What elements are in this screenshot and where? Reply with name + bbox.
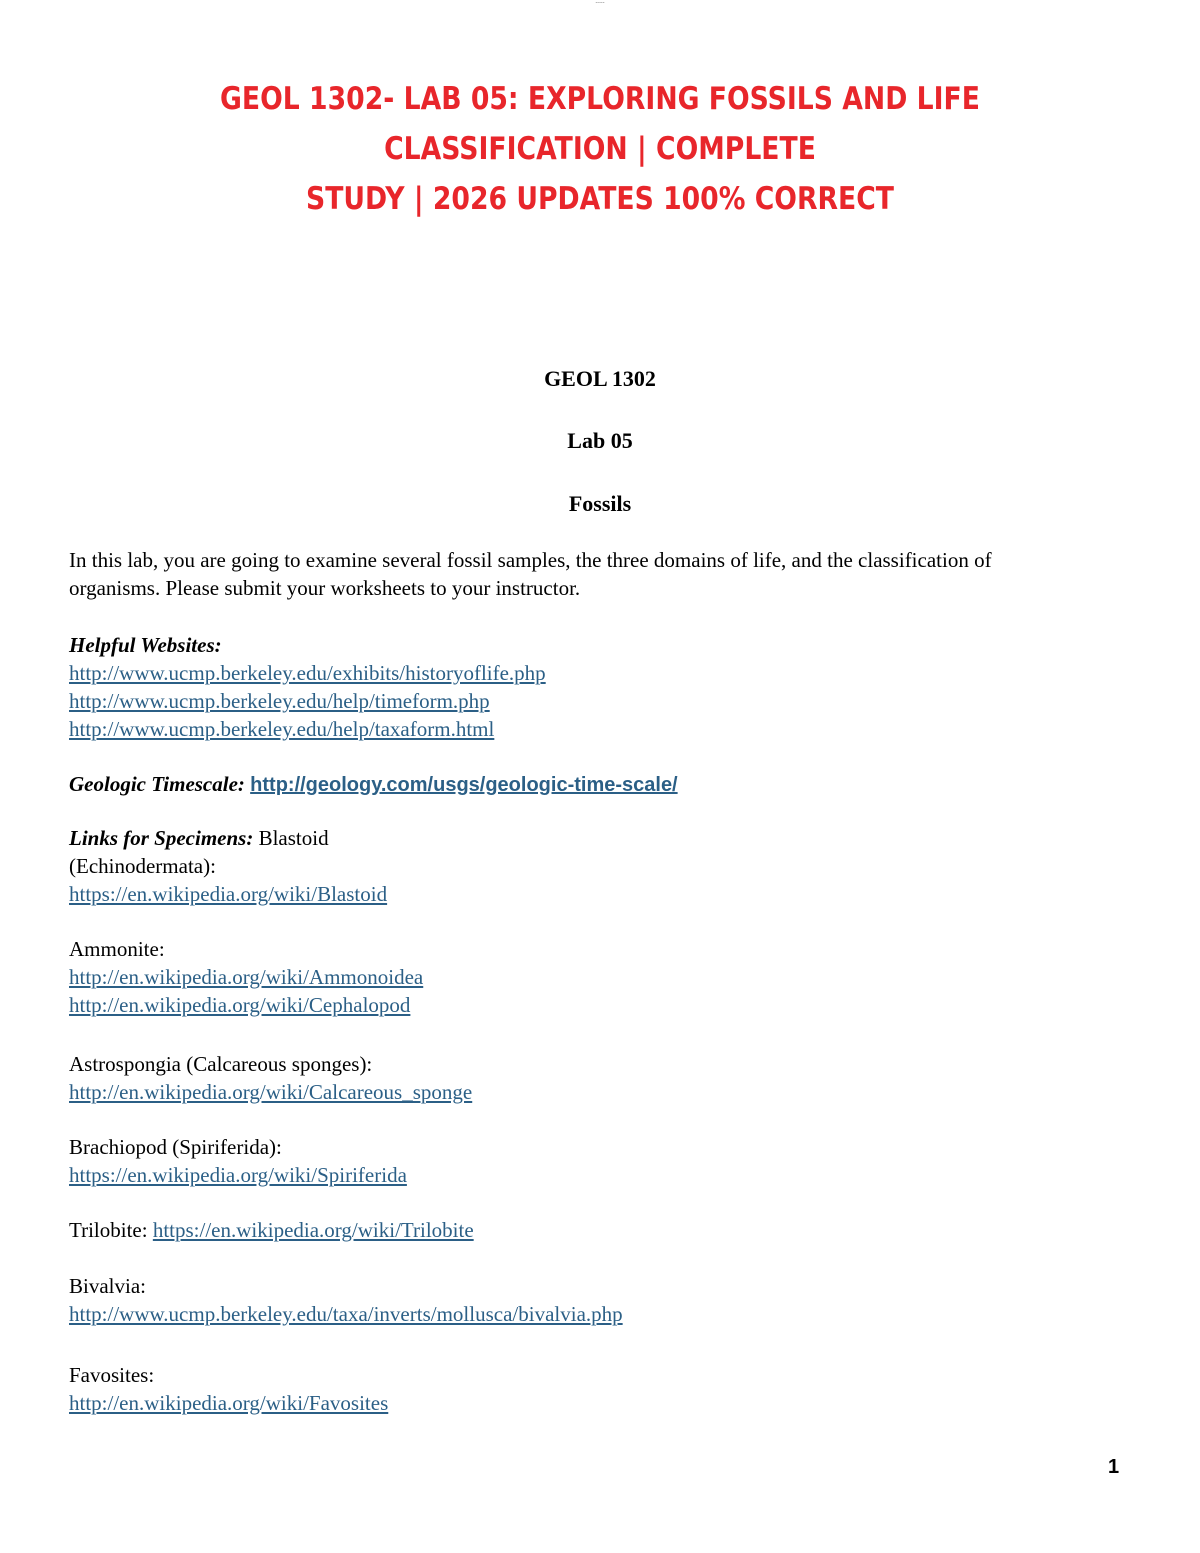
geologic-timescale-section	[69, 770, 1129, 799]
helpful-websites-section	[69, 631, 1129, 743]
link-timeform[interactable]: http://www.ucmp.berkeley.edu/help/timeform.php	[69, 689, 490, 713]
link-taxaform[interactable]: http://www.ucmp.berkeley.edu/help/taxaform.html	[69, 717, 495, 741]
course-heading: GEOL 1302	[544, 366, 656, 391]
specimens-label: Links for Specimens:	[69, 826, 254, 850]
topic-heading: Fossils	[568, 491, 632, 516]
specimen-favosites	[69, 1361, 1129, 1417]
banner-title-line-1: GEOL 1302- LAB 05: EXPLORING FOSSILS AND LIFE CLASSIFICATION | COMPLETE	[220, 81, 980, 167]
page-number: 1	[1108, 1456, 1120, 1478]
link-blastoid[interactable]: https://en.wikipedia.org/wiki/Blastoid	[69, 882, 388, 906]
link-trilobite[interactable]: https://en.wikipedia.org/wiki/Trilobite	[152, 1218, 474, 1242]
intro-paragraph	[69, 546, 1129, 602]
favosites-name: Favosites:	[69, 1363, 155, 1387]
specimens-blastoid-section	[69, 824, 1129, 908]
intro-line-2: organisms. Please submit your worksheets to your instructor.	[69, 576, 581, 600]
link-ammonoidea[interactable]: http://en.wikipedia.org/wiki/Ammonoidea	[69, 965, 424, 989]
astrospongia-name: Astrospongia (Calcareous sponges):	[69, 1052, 373, 1076]
link-calcareous-sponge[interactable]: http://en.wikipedia.org/wiki/Calcareous_sponge	[69, 1080, 473, 1104]
blastoid-group: (Echinodermata):	[69, 854, 216, 878]
link-spiriferida[interactable]: https://en.wikipedia.org/wiki/Spiriferida	[69, 1163, 407, 1187]
lab-heading: Lab 05	[567, 428, 633, 453]
trilobite-name: Trilobite:	[69, 1218, 153, 1242]
specimen-ammonite	[69, 935, 1129, 1019]
specimen-astrospongia	[69, 1050, 1129, 1106]
specimen-brachiopod	[69, 1133, 1129, 1189]
intro-line-1: In this lab, you are going to examine several fossil samples, the three domains of life, and the classification of	[69, 548, 992, 572]
brachiopod-name: Brachiopod (Spiriferida):	[69, 1135, 282, 1159]
link-favosites[interactable]: http://en.wikipedia.org/wiki/Favosites	[69, 1391, 389, 1415]
banner-title-line-2: STUDY | 2026 UPDATES 100% CORRECT	[306, 181, 894, 217]
banner-title	[136, 74, 1065, 224]
link-cephalopod[interactable]: http://en.wikipedia.org/wiki/Cephalopod	[69, 993, 411, 1017]
specimen-trilobite	[69, 1216, 1129, 1244]
link-bivalvia[interactable]: http://www.ucmp.berkeley.edu/taxa/inverts/mollusca/bivalvia.php	[69, 1302, 623, 1326]
link-history-of-life[interactable]: http://www.ucmp.berkeley.edu/exhibits/historyoflife.php	[69, 661, 546, 685]
blastoid-name: Blastoid	[253, 826, 329, 850]
geologic-timescale-label: Geologic Timescale:	[69, 772, 245, 796]
bivalvia-name: Bivalvia:	[69, 1274, 146, 1298]
specimen-bivalvia	[69, 1272, 1129, 1328]
header-mark: -----	[595, 0, 605, 6]
helpful-websites-label: Helpful Websites:	[69, 633, 222, 657]
link-geologic-time-scale[interactable]: http://geology.com/usgs/geologic-time-scale/	[250, 774, 678, 796]
ammonite-name: Ammonite:	[69, 937, 165, 961]
